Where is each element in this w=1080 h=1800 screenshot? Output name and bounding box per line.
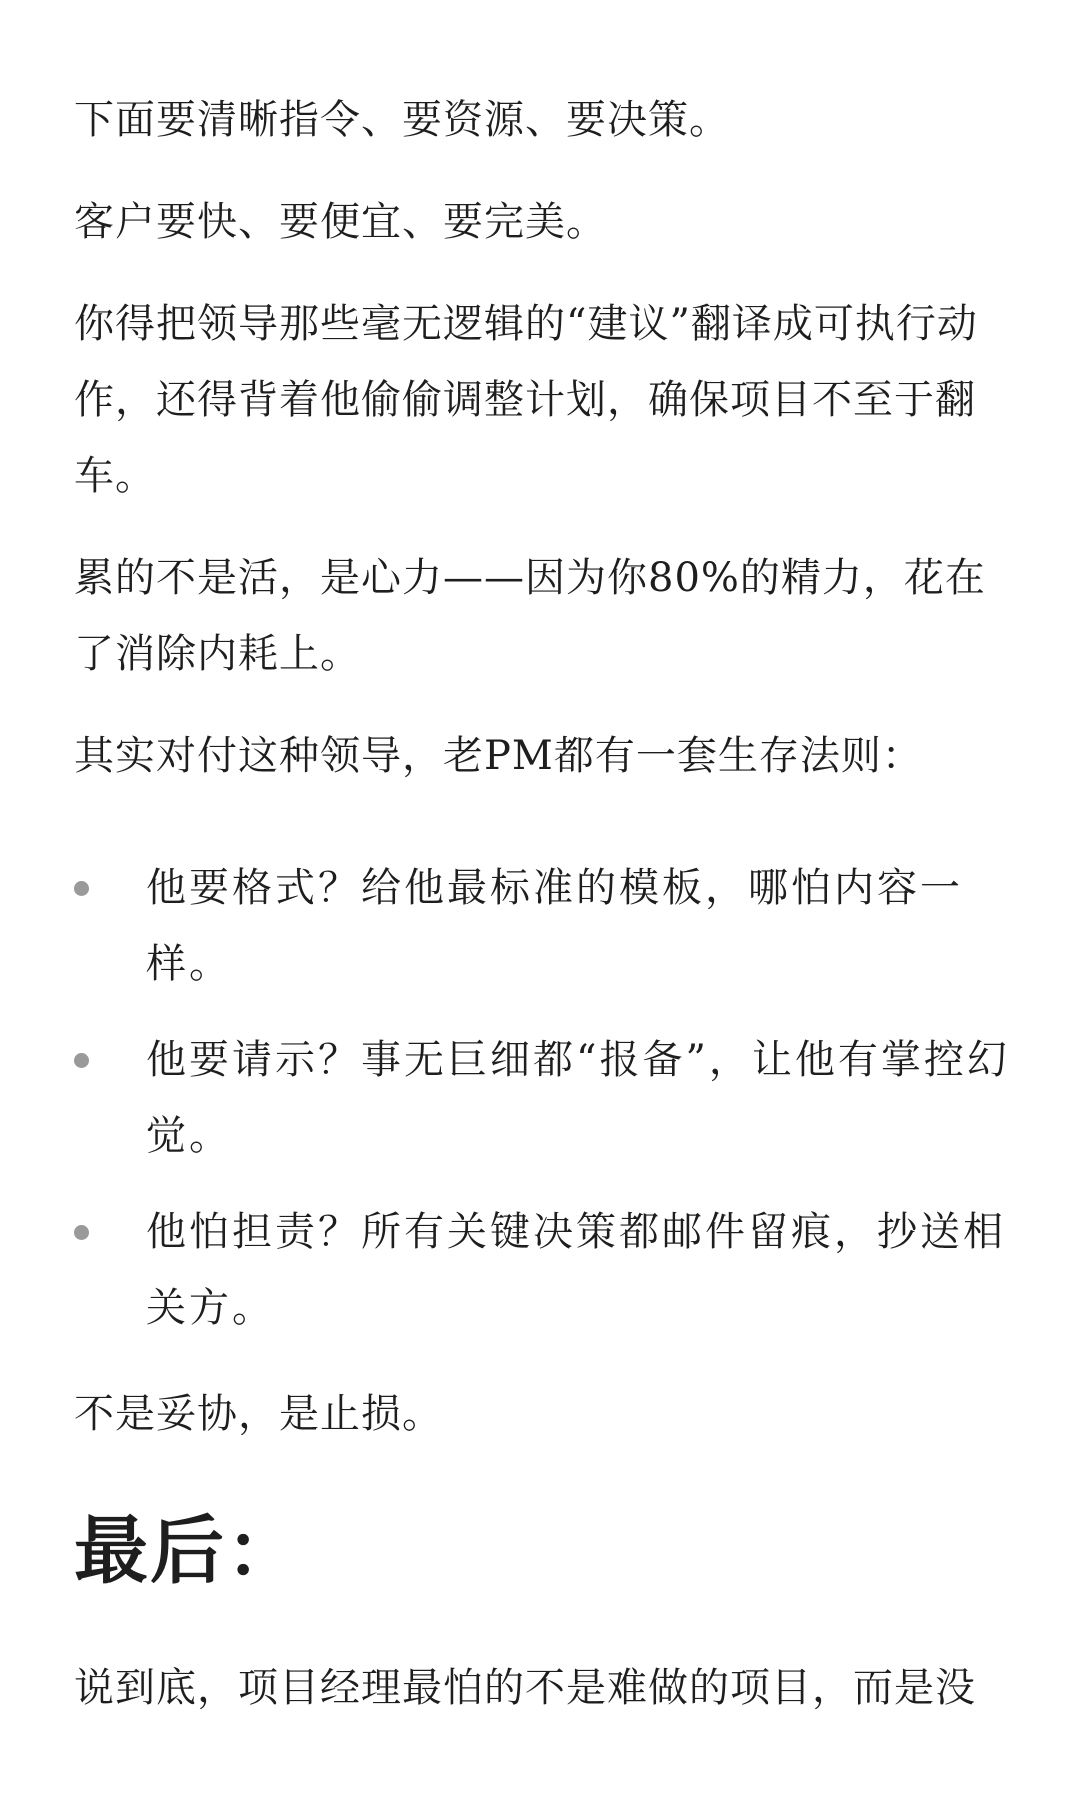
list-item-text: 他要请示？事无巨细都“报备”，让他有掌控幻觉。 — [146, 1037, 1010, 1159]
paragraph-conclusion: 不是妥协，是止损。 — [74, 1391, 443, 1437]
paragraph-survival-rules: 其实对付这种领导，老PM都有一套生存法则： — [74, 733, 923, 779]
section-heading: 最后： — [74, 1508, 302, 1594]
list-item-text: 他要格式？给他最标准的模板，哪怕内容一样。 — [146, 865, 963, 987]
paragraph-mental-effort: 累的不是活，是心力——因为你80%的精力，花在了消除内耗上。 — [74, 555, 986, 677]
bullet-dot-icon — [74, 1053, 89, 1068]
rules-list — [74, 850, 1014, 1346]
paragraph-translate-advice: 你得把领导那些毫无逻辑的“建议”翻译成可执行动作，还得背着他偷偷调整计划，确保项目不至于翻车。 — [74, 301, 978, 499]
paragraph-final: 说到底，项目经理最怕的不是难做的项目，而是没 — [74, 1665, 976, 1711]
list-item — [74, 1194, 1014, 1346]
article-body — [74, 82, 1014, 1726]
paragraph-instructions: 下面要清晰指令、要资源、要决策。 — [74, 97, 730, 143]
paragraph-customer: 客户要快、要便宜、要完美。 — [74, 199, 607, 245]
list-item — [74, 1022, 1014, 1174]
bullet-dot-icon — [74, 881, 89, 896]
bullet-dot-icon — [74, 1225, 89, 1240]
list-item-text: 他怕担责？所有关键决策都邮件留痕，抄送相关方。 — [146, 1209, 1006, 1331]
list-item — [74, 850, 1014, 1002]
